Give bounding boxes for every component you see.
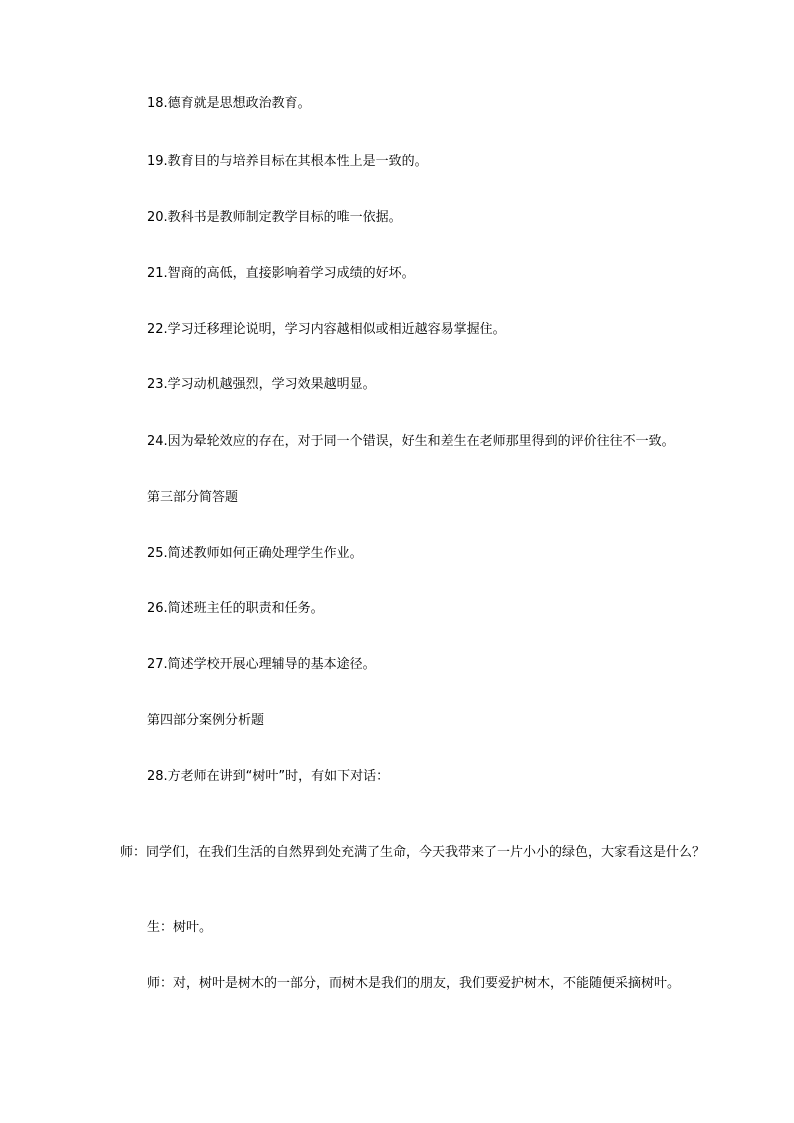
dialogue-student-1: 生：树叶。 xyxy=(147,920,213,935)
judgment-item-19: 19.教育目的与培养目标在其根本性上是一致的。 xyxy=(147,154,428,169)
judgment-item-22: 22.学习迁移理论说明，学习内容越相似或相近越容易掌握住。 xyxy=(147,322,506,337)
short-answer-item-27: 27.简述学校开展心理辅导的基本途径。 xyxy=(147,657,376,672)
judgment-item-24: 24.因为晕轮效应的存在，对于同一个错误，好生和差生在老师那里得到的评价往往不一致。 xyxy=(147,434,675,449)
judgment-item-18: 18.德育就是思想政治教育。 xyxy=(147,96,311,111)
section-heading-case-analysis: 第四部分案例分析题 xyxy=(147,713,265,728)
dialogue-teacher-2: 师：对，树叶是树木的一部分，而树木是我们的朋友，我们要爱护树木，不能随便采摘树叶。 xyxy=(147,976,681,991)
judgment-item-20: 20.教科书是教师制定教学目标的唯一依据。 xyxy=(147,210,402,225)
short-answer-item-26: 26.简述班主任的职责和任务。 xyxy=(147,601,324,616)
judgment-item-23: 23.学习动机越强烈，学习效果越明显。 xyxy=(147,377,376,392)
case-intro: 28.方老师在讲到“树叶”时，有如下对话： xyxy=(147,769,390,784)
short-answer-item-25: 25.简述教师如何正确处理学生作业。 xyxy=(147,546,363,561)
section-heading-short-answer: 第三部分简答题 xyxy=(147,490,239,505)
dialogue-teacher-1: 师：同学们，在我们生活的自然界到处充满了生命，今天我带来了一片小小的绿色，大家看这是什么？ xyxy=(120,845,706,860)
judgment-item-21: 21.智商的高低，直接影响着学习成绩的好坏。 xyxy=(147,266,415,281)
